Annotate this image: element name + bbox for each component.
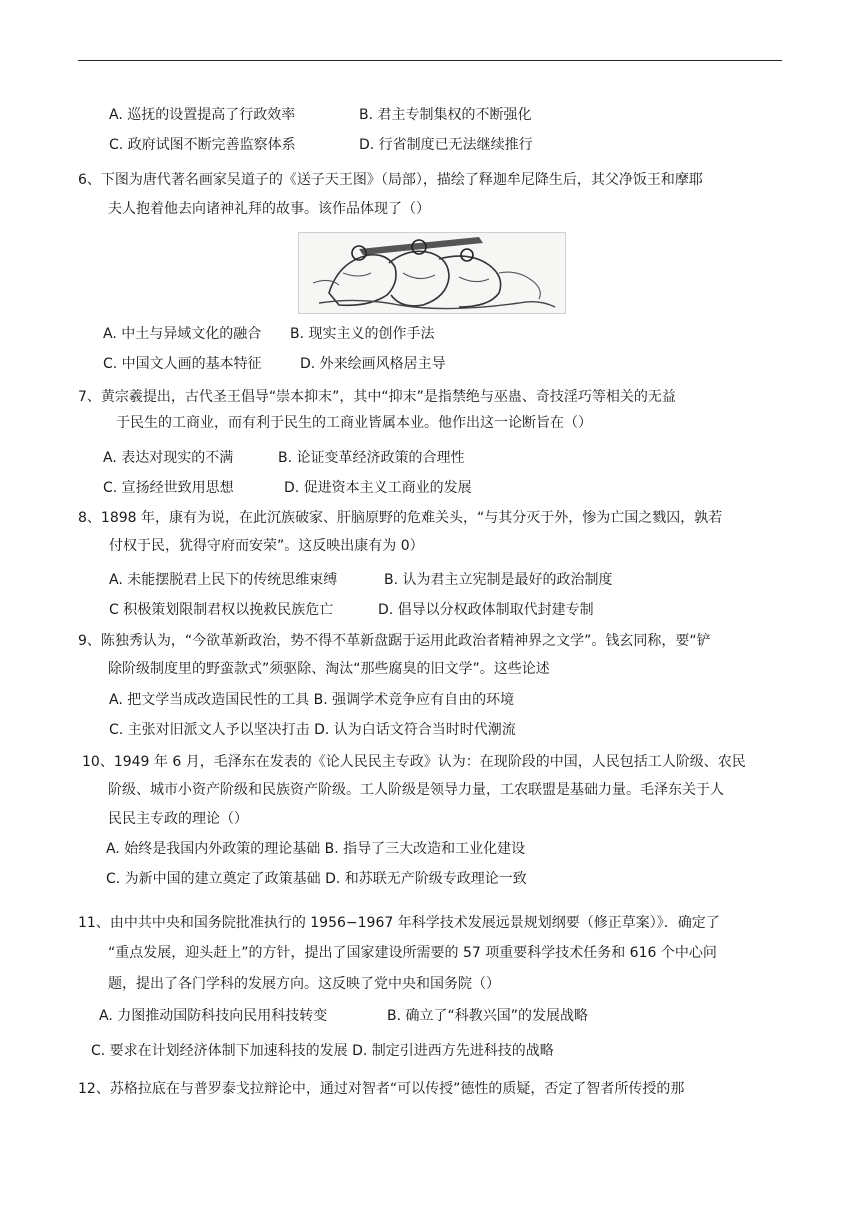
q7-option-c: C. 宣扬经世致用思想	[103, 480, 234, 496]
q6-option-a: A. 中土与异域文化的融合	[103, 326, 262, 342]
q9-stem-line-2: 除阶级制度里的野蛮款式”须驱除、淘汰“那些腐臭的旧文学”。这些论述	[108, 661, 550, 677]
q11-stem-line-2: “重点发展，迎头赶上”的方针，提出了国家建设所需要的 57 项重要科学技术任务和 616 个中心问	[108, 945, 717, 961]
q10-options-cd: C. 为新中国的建立奠定了政策基础 D. 和苏联无产阶级专政理论一致	[106, 871, 527, 887]
q6-option-d: D. 外来绘画风格居主导	[300, 356, 446, 372]
q8-stem-line-1: 8、1898 年，康有为说，在此沉族破家、肝脑原野的危难关头，“与其分灭于外，惨为亡国之戮囚，孰若	[78, 510, 723, 526]
painting-image	[298, 232, 566, 314]
q9-options-ab: A. 把文学当成改造国民性的工具 B. 强调学术竞争应有自由的环境	[109, 692, 515, 708]
q10-stem-line-2: 阶级、城市小资产阶级和民族资产阶级。工人阶级是领导力量，工农联盟是基础力量。毛泽东关于人	[108, 782, 724, 798]
q11-option-b: B. 确立了“科教兴国”的发展战略	[387, 1008, 589, 1024]
q8-option-a: A. 未能摆脱君上民下的传统思维束缚	[109, 572, 338, 588]
q7-option-a: A. 表达对现实的不满	[103, 450, 234, 466]
q6-stem-line-2: 夫人抱着他去向诸神礼拜的故事。该作品体现了（）	[108, 201, 430, 217]
q6-option-c: C. 中国文人画的基本特征	[103, 356, 262, 372]
q9-options-cd: C. 主张对旧派文人予以坚决打击 D. 认为白话文符合当时时代潮流	[109, 722, 516, 738]
q11-stem-line-3: 题，提出了各门学科的发展方向。这反映了党中央和国务院（）	[108, 976, 500, 992]
q5-option-d: D. 行省制度已无法继续推行	[359, 137, 533, 153]
q10-stem-line-3: 民民主专政的理论（）	[108, 811, 248, 827]
q11-option-a: A. 力图推动国防科技向民用科技转变	[99, 1008, 328, 1024]
q7-stem-line-2: 于民生的工商业，而有利于民生的工商业皆属本业。他作出这一论断旨在（）	[116, 415, 592, 431]
q10-stem-line-1: 10、1949 年 6 月，毛泽东在发表的《论人民民主专政》认为：在现阶段的中国，人民包括工人阶级、农民	[82, 754, 746, 770]
q7-option-d: D. 促进资本主义工商业的发展	[284, 480, 472, 496]
q11-stem-line-1: 11、由中共中央和国务院批准执行的 1956−1967 年科学技术发展远景规划纲要（修正草案）》．确定了	[78, 915, 720, 931]
q10-options-ab: A. 始终是我国内外政策的理论基础 B. 指导了三大改造和工业化建设	[106, 841, 526, 857]
header-rule	[78, 60, 782, 61]
q8-option-b: B. 认为君主立宪制是最好的政治制度	[384, 572, 613, 588]
q5-option-a: A. 巡抚的设置提高了行政效率	[109, 107, 296, 123]
q9-stem-line-1: 9、陈独秀认为，“今欲革新政治，势不得不革新盘踞于运用此政治者精神界之文学”。钱玄同称，要“铲	[78, 633, 711, 649]
q7-stem-line-1: 7、黄宗羲提出，古代圣王倡导“崇本抑末”，其中“抑末”是指禁绝与巫蛊、奇技淫巧等相关的无益	[78, 389, 676, 405]
q6-option-b: B. 现实主义的创作手法	[290, 326, 435, 342]
q5-option-b: B. 君主专制集权的不断强化	[359, 107, 532, 123]
q8-option-d: D. 倡导以分权政体制取代封建专制	[378, 602, 594, 618]
q6-stem-line-1: 6、下图为唐代著名画家吴道子的《送子天王图》（局部），描绘了释迦牟尼降生后，其父净饭王和摩耶	[78, 172, 703, 188]
q12-stem-line-1: 12、苏格拉底在与普罗泰戈拉辩论中，通过对智者“可以传授”德性的质疑，否定了智者所传授的那	[78, 1081, 685, 1097]
q11-options-cd: C. 要求在计划经济体制下加速科技的发展 D. 制定引进西方先进科技的战略	[91, 1043, 554, 1059]
q8-option-c: C 积极策划限制君权以挽救民族危亡	[109, 602, 334, 618]
q5-option-c: C. 政府试图不断完善监察体系	[109, 137, 296, 153]
q7-option-b: B. 论证变革经济政策的合理性	[278, 450, 465, 466]
q8-stem-line-2: 付权于民，犹得守府而安荣”。这反映出康有为 0）	[109, 538, 424, 554]
